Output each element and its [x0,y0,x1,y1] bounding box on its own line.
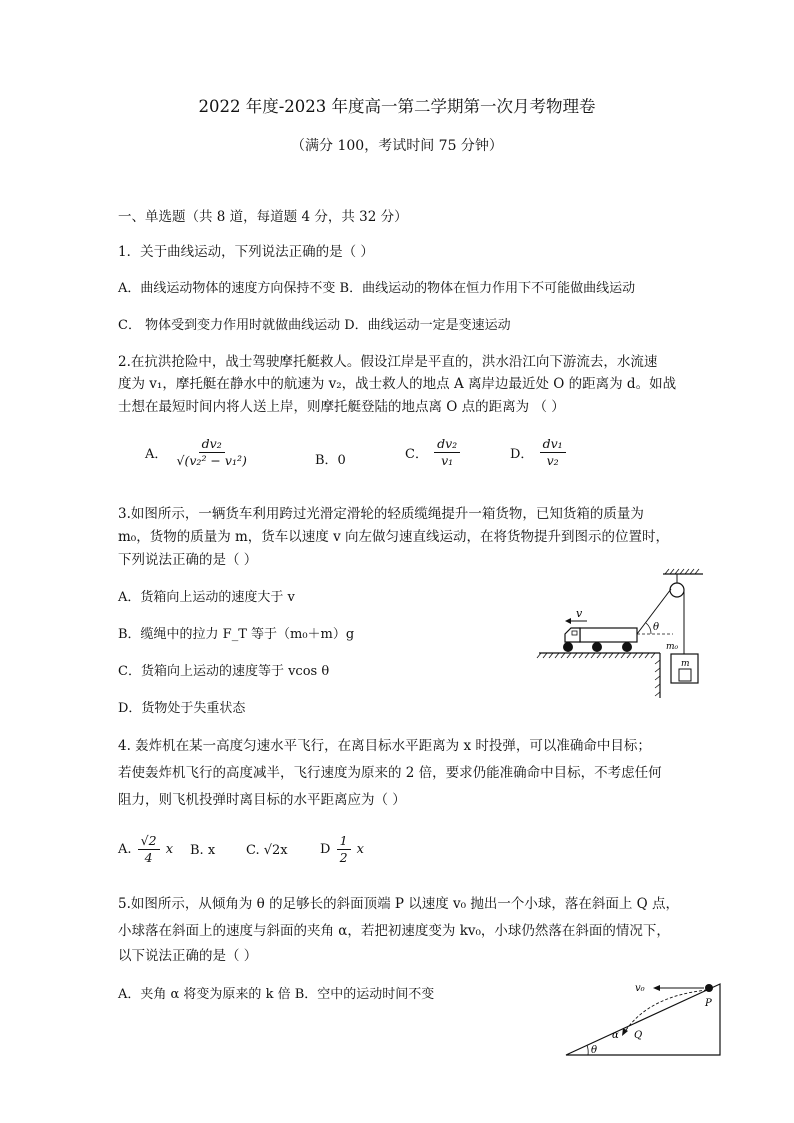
q5-line1: 5.如图所示，从倾角为 θ 的足够长的斜面顶端 P 以速度 v₀ 抛出一个小球，落在斜面上 Q 点， [118,896,680,912]
q4-option-d [320,833,364,866]
label-Q: Q [634,1030,643,1041]
q3-line1: 3.如图所示，一辆货车利用跨过光滑定滑轮的轻质缆绳提升一箱货物，已知货箱的质量为 [118,506,644,522]
q2-line3: 士想在最短时间内将人送上岸，则摩托艇登陆的地点离 O 点的距离为 （ ） [118,399,565,415]
q2-line2: 度为 v₁，摩托艇在静水中的航速为 v₂，战士救人的地点 A 离岸边最近处 O 的距离为 d。如战 [118,376,677,392]
ball-icon [705,984,713,992]
q4-line1: 4. 轰炸机在某一高度匀速水平飞行，在离目标水平距离为 x 时投弹，可以准确命中目标； [118,738,651,754]
q2-option-d-numerator: dv₁ [540,436,566,453]
q2-option-d-denominator: v₂ [546,453,559,468]
label-theta: θ [653,622,660,633]
q5-options-ab: A．夹角 α 将变为原来的 k 倍 B．空中的运动时间不变 [118,987,435,1002]
q3-line2: m₀，货物的质量为 m，货车以速度 v 向左做匀速直线运动，在将货物提升到图示的位置时， [118,529,670,545]
incline-slope [566,984,720,1055]
q4-option-d-numerator: 1 [337,833,351,850]
q3-option-a: A．货箱向上运动的速度大于 v [118,590,295,605]
q2-option-a-label: A． [145,447,168,462]
label-m0: m₀ [666,642,679,652]
label-v0: v₀ [635,983,645,994]
q4-option-a-numerator: √2 [138,833,160,850]
q2-line1: 2.在抗洪抢险中，战士驾驶摩托艇救人。假设江岸是平直的，洪水沿江向下游流去，水流速 [118,354,658,370]
q2-option-d-fraction [540,436,566,469]
label-alpha: α [612,1030,619,1041]
exam-subtitle: （满分 100，考试时间 75 分钟） [291,138,503,154]
wheel-icon [563,642,573,652]
q2-option-c-numerator: dv₂ [434,436,460,453]
q3-option-c: C．货箱向上运动的速度等于 vcos θ [118,664,330,679]
truck-pulley-diagram [535,568,705,703]
pulley-icon [670,583,684,597]
q3-option-d: D．货物处于失重状态 [118,701,246,716]
q2-option-c [405,436,462,469]
wheel-icon [592,642,602,652]
q2-option-b: B．0 [315,453,346,468]
q2-option-c-label: C． [405,447,428,462]
section-heading: 一、单选题（共 8 道，每道题 4 分，共 32 分） [118,209,408,225]
label-m: m [681,659,690,669]
truck-body [580,628,637,642]
q4-option-c: C. √2x [246,843,288,858]
q3-line3: 下列说法正确的是（ ） [118,552,258,568]
arrow-left-icon [565,618,571,624]
label-v: v [576,607,583,620]
q3-option-b: B．缆绳中的拉力 F_T 等于（m₀＋m）g [118,627,355,642]
q4-option-a-fraction [138,833,160,866]
incline-projectile-diagram [560,972,726,1060]
label-P: P [705,998,712,1009]
q2-option-a-fraction [174,436,250,469]
q4-option-b: B. x [190,843,216,858]
q4-option-a-denominator: 4 [144,850,153,865]
q4-option-d-fraction [337,833,351,866]
q2-option-a-denominator: √(v₂² − v₁²) [176,453,247,468]
q4-line2: 若使轰炸机飞行的高度减半，飞行速度为原来的 2 倍，要求仍能准确命中目标，不考虑任何 [118,765,662,781]
q4-option-a-label: A. [118,842,132,857]
q2-option-a-numerator: dv₂ [199,436,225,453]
arrow-left-icon [653,985,660,991]
q4-option-d-denominator: 2 [339,850,348,865]
q1-options-cd: C． 物体受到变力作用时就做曲线运动 D．曲线运动一定是变速运动 [118,318,511,333]
q1-stem: 1．关于曲线运动，下列说法正确的是（ ） [118,244,374,260]
q2-option-a [145,436,252,469]
q1-options-ab: A．曲线运动物体的速度方向保持不变 B．曲线运动的物体在恒力作用下不可能做曲线运动 [118,281,636,296]
q4-option-a [118,833,173,866]
q4-line3: 阻力，则飞机投弹时离目标的水平距离应为（ ） [118,792,406,808]
q2-option-d-label: D． [510,447,534,462]
q4-option-a-variable: x [165,842,174,857]
exam-title: 2022 年度-2023 年度高一第二学期第一次月考物理卷 [198,97,596,116]
q4-option-d-label: D [320,842,331,857]
wheel-icon [622,642,632,652]
q4-option-d-variable: x [356,842,365,857]
label-theta: θ [591,1045,598,1056]
q5-line3: 以下说法正确的是（ ） [118,948,258,964]
q5-line2: 小球落在斜面上的速度与斜面的夹角 α，若把初速度变为 kv₀，小球仍然落在斜面的情况下， [118,923,670,939]
q2-option-c-fraction [434,436,460,469]
q2-option-c-denominator: v₁ [441,453,454,468]
q2-option-d [510,436,568,469]
